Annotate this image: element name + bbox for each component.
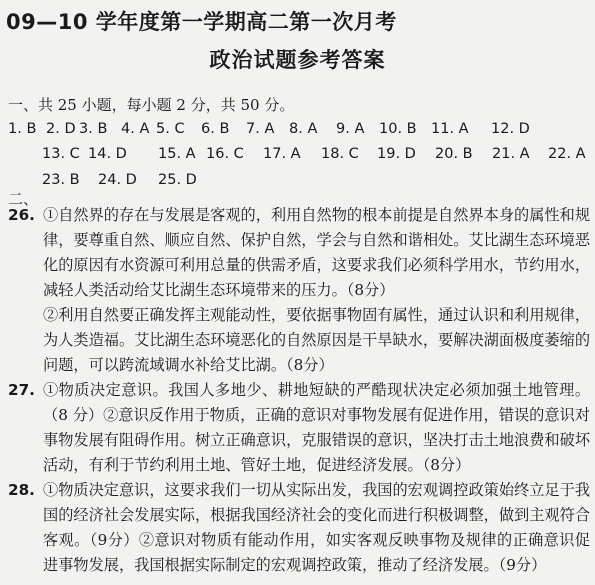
answer-item: 7. A — [246, 121, 275, 137]
page-subtitle: 政治试题参考答案 — [209, 48, 386, 72]
answer-item: 19. D — [377, 146, 416, 162]
answer-item: 3. B — [79, 121, 108, 137]
answer-paragraph: ①物质决定意识。我国人多地少、耕地短缺的严酷现状决定必须加强土地管理。（8 分）②意识反作用于物质，正确的意识对事物发展有促进作用，错误的意识对事物发展有阻碍作用。树立正确意识，克服错误的意识，坚决打击土地浪费和破坏活动，有利于节约利用土地、管好土地，促进经济发展。（8分） — [43, 381, 590, 474]
answer-row-1 — [8, 121, 530, 137]
section-2-heading: 二、 — [8, 190, 39, 208]
answer-item: 24. D — [98, 172, 137, 188]
answer-item: 5. C — [156, 121, 185, 137]
question-26-answer — [8, 203, 590, 378]
answer-item: 13. C — [42, 146, 80, 162]
answer-item: 8. A — [289, 121, 318, 137]
answer-item: 20. B — [435, 146, 473, 162]
answer-item: 14. D — [88, 146, 127, 162]
answer-item: 6. B — [201, 121, 230, 137]
answer-paragraph: ②利用自然要正确发挥主观能动性，要依据事物固有属性，通过认识和利用规律，为人类造福。艾比湖生态环境恶化的自然原因是干旱缺水，要解决湖面极度萎缩的问题，可以跨流域调水补给艾比湖。（8分） — [43, 306, 590, 374]
question-number: 27. — [8, 381, 35, 399]
answer-item: 16. C — [206, 146, 244, 162]
answer-item: 11. A — [431, 121, 469, 137]
answer-item: 4. A — [121, 121, 150, 137]
answer-row-3 — [42, 172, 197, 188]
answer-item: 21. A — [492, 146, 530, 162]
section-1-heading: 一、共 25 小题，每小题 2 分，共 50 分。 — [8, 96, 295, 114]
answer-item: 22. A — [548, 146, 586, 162]
answer-item: 12. D — [491, 121, 530, 137]
answer-item: 17. A — [263, 146, 301, 162]
answer-paragraph: ①自然界的存在与发展是客观的，利用自然物的根本前提是自然界本身的属性和规律，要尊重自然、顺应自然、保护自然，学会与自然和谐相处。艾比湖生态环境恶化的原因有水资源可利用总量的供需矛盾，这要求我们必须科学用水，节约用水，减轻人类活动给艾比湖生态环境带来的压力。（8分） — [43, 206, 590, 299]
answer-item: 18. C — [321, 146, 359, 162]
question-28-answer — [8, 478, 590, 578]
page-title: 09—10 学年度第一学期高二第一次月考 — [6, 10, 397, 34]
answer-row-2 — [42, 146, 586, 162]
answer-paragraph: ①物质决定意识，这要求我们一切从实际出发，我国的宏观调控政策始终立足于我国的经济社会发展实际，根据我国经济社会的变化而进行积极调整，做到主观符合客观。（9分）②意识对物质有能动作用，如实客观反映事物及规律的正确意识促进事物发展，我国根据实际制定的宏观调控政策，推动了经济发展。（9分） — [43, 481, 590, 574]
answer-item: 25. D — [158, 172, 197, 188]
question-number: 26. — [8, 206, 35, 224]
question-number: 28. — [8, 481, 35, 499]
answer-item: 10. B — [379, 121, 417, 137]
question-27-answer — [8, 378, 590, 478]
answer-item: 9. A — [336, 121, 365, 137]
answer-item: 2. D — [46, 121, 76, 137]
answer-item: 15. A — [158, 146, 196, 162]
answer-item: 1. B — [8, 121, 37, 137]
answer-item: 23. B — [42, 172, 80, 188]
